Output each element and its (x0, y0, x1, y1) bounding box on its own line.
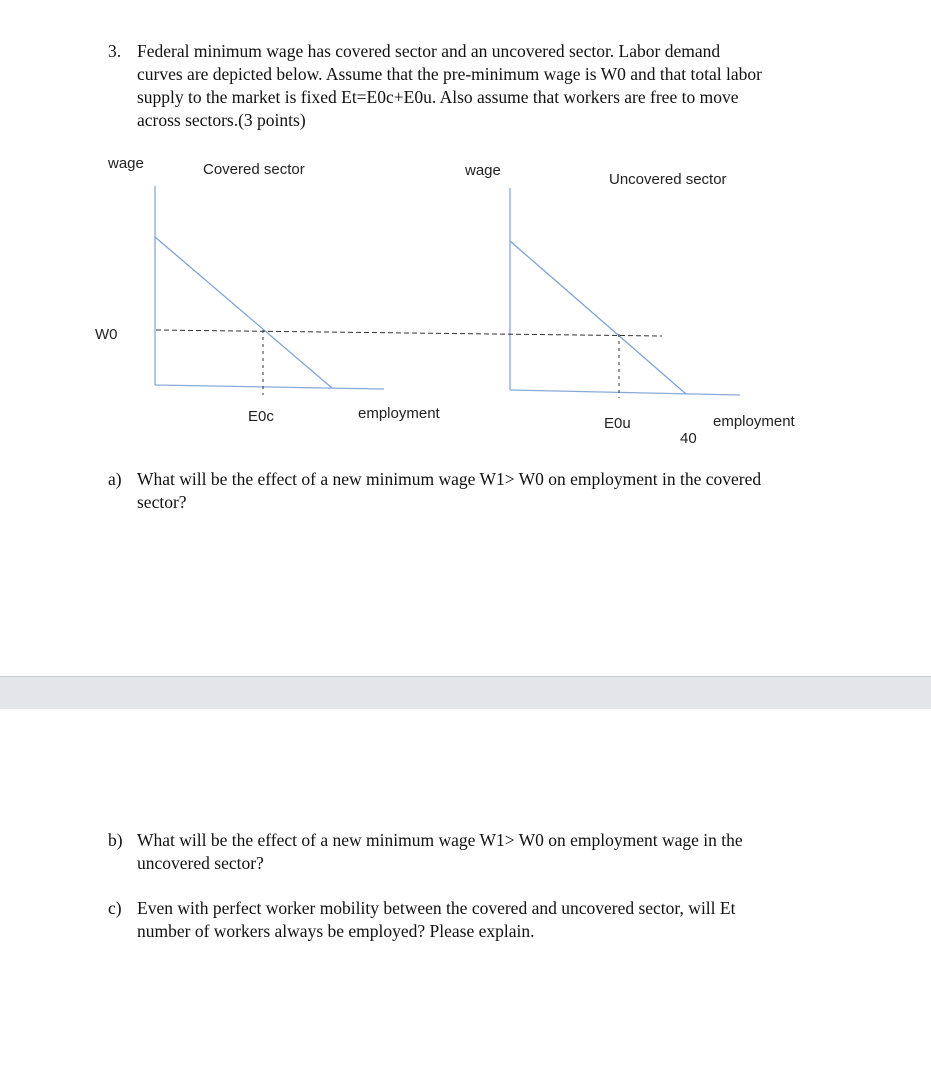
part-a-line: What will be the effect of a new minimum wage W1> W0 on employment in the covered (137, 469, 762, 489)
question-line: curves are depicted below. Assume that the pre-minimum wage is W0 and that total labor (137, 64, 762, 84)
part-c-text (137, 897, 857, 943)
part-a-line: sector? (137, 492, 187, 512)
w0-dashed-line (156, 330, 662, 336)
page-number: 40 (680, 430, 697, 447)
question-line: supply to the market is fixed Et=E0c+E0u. Also assume that workers are free to move (137, 87, 739, 107)
page-break-divider (0, 676, 931, 709)
part-c-line: number of workers always be employed? Please explain. (137, 921, 535, 941)
part-b-label: b) (108, 830, 123, 850)
question-line: across sectors.(3 points) (137, 110, 306, 130)
uncovered-y-label: wage (465, 162, 501, 179)
e0u-label: E0u (604, 415, 631, 432)
part-b-text (137, 829, 857, 875)
question-line: Federal minimum wage has covered sector and an uncovered sector. Labor demand (137, 41, 721, 61)
part-b-line: uncovered sector? (137, 853, 264, 873)
uncovered-title: Uncovered sector (609, 171, 727, 188)
covered-demand-curve (155, 237, 332, 388)
uncovered-x-axis (510, 390, 740, 395)
uncovered-demand-curve (510, 241, 686, 394)
uncovered-x-label: employment (713, 413, 795, 430)
part-c-line: Even with perfect worker mobility between the covered and uncovered sector, will Et (137, 898, 736, 918)
w0-label: W0 (95, 326, 118, 343)
covered-x-label: employment (358, 405, 440, 422)
covered-x-axis (155, 385, 384, 389)
e0c-label: E0c (248, 408, 274, 425)
covered-title: Covered sector (203, 161, 305, 178)
part-c-label: c) (108, 898, 122, 918)
part-b-line: What will be the effect of a new minimum wage W1> W0 on employment wage in the (137, 830, 743, 850)
question-number: 3. (108, 41, 122, 61)
part-a-label: a) (108, 469, 122, 489)
part-a-text (137, 468, 857, 514)
labor-demand-diagram (0, 0, 931, 460)
covered-y-label: wage (108, 155, 144, 172)
